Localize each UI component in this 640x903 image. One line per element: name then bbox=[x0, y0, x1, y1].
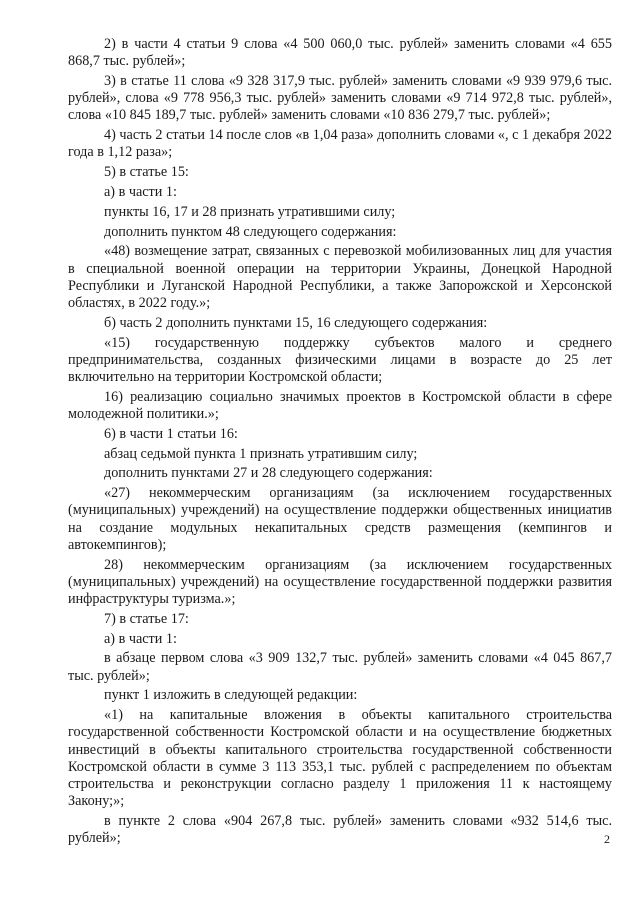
paragraph: «15) государственную поддержку субъектов малого и среднего предпринимательства, созданных физическими лицами в возрасте до 25 лет включительно на территории Костромской области; bbox=[68, 334, 612, 385]
page-number: 2 bbox=[604, 832, 610, 846]
paragraph: 2) в части 4 статьи 9 слова «4 500 060,0 тыс. рублей» заменить словами «4 655 868,7 тыс. рублей»; bbox=[68, 36, 612, 70]
paragraph: 7) в статье 17: bbox=[104, 610, 189, 627]
paragraph: «27) некоммерческим организациям (за исключением государственных (муниципальных) учреждений) на осуществление поддержки общественных инициатив на создание модульных некапитальных средств размещения (кемпингов и автокемпингов); bbox=[68, 485, 612, 553]
paragraph: а) в части 1: bbox=[104, 184, 177, 200]
paragraph: 6) в части 1 статьи 16: bbox=[104, 425, 238, 442]
paragraph: 5) в статье 15: bbox=[104, 164, 189, 181]
paragraph: пункт 1 изложить в следующей редакции: bbox=[104, 687, 358, 704]
paragraph: в абзаце первом слова «3 909 132,7 тыс. рублей» заменить словами «4 045 867,7 тыс. рублей»; bbox=[68, 650, 612, 684]
paragraph: 16) реализацию социально значимых проектов в Костромской области в сфере молодежной политики.»; bbox=[68, 388, 612, 422]
paragraph: пункты 16, 17 и 28 признать утратившими силу; bbox=[104, 203, 396, 220]
paragraph: в пункте 2 слова «904 267,8 тыс. рублей» заменить словами «932 514,6 тыс. рублей»; bbox=[68, 813, 612, 847]
paragraph: абзац седьмой пункта 1 признать утратившим силу; bbox=[104, 445, 418, 462]
paragraph: «1) на капитальные вложения в объекты капитального строительства государственной собственности Костромской области и на осуществление бюджетных инвестиций в объекты капитального строительства государственной собственности Костромской области в сумме 3 113 353,1 тыс. рублей с распределением по объектам строительства и реконструкции согласно разделу 1 приложения 11 к настоящему Закону;»; bbox=[68, 707, 612, 810]
paragraph: а) в части 1: bbox=[104, 630, 177, 647]
paragraph: 4) часть 2 статьи 14 после слов «в 1,04 раза» дополнить словами «, с 1 декабря 2022 года в 1,12 раза»; bbox=[68, 127, 612, 161]
paragraph: дополнить пунктами 27 и 28 следующего содержания: bbox=[104, 465, 433, 482]
paragraph: б) часть 2 дополнить пунктами 15, 16 следующего содержания: bbox=[104, 314, 488, 331]
paragraph: 28) некоммерческим организациям (за исключением государственных (муниципальных) учреждений) на осуществление государственной поддержки развития инфраструктуры туризма.»; bbox=[68, 556, 612, 607]
paragraph: «48) возмещение затрат, связанных с перевозкой мобилизованных лиц для участия в специальной военной операции на территории Украины, Донецкой Народной Республики и Луганской Народной Республики, а также Запорожской и Херсонской областях, в 2022 году.»; bbox=[68, 243, 612, 311]
paragraph: дополнить пунктом 48 следующего содержания: bbox=[104, 223, 397, 240]
document-body bbox=[68, 36, 612, 847]
paragraph: 3) в статье 11 слова «9 328 317,9 тыс. рублей» заменить словами «9 939 979,6 тыс. рублей», слова «9 778 956,3 тыс. рублей» заменить словами «9 714 972,8 тыс. рублей», слова «10 845 189,7 тыс. рублей» заменить словами «10 836 279,7 тыс. рублей»; bbox=[68, 73, 612, 124]
